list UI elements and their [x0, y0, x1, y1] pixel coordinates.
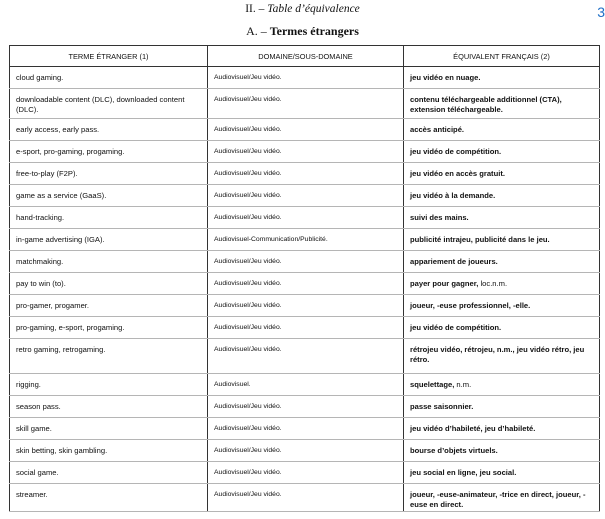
domain-cell: Audiovisuel/Jeu vidéo. [208, 418, 404, 440]
domain-cell: Audiovisuel/Jeu vidéo. [208, 251, 404, 273]
section-prefix: II. – [245, 3, 268, 15]
foreign-term-cell: streamer. [10, 484, 208, 512]
table-row [10, 418, 600, 440]
table-row [10, 119, 600, 141]
grammar-note: n.m. [456, 380, 472, 389]
foreign-term-cell: hand-tracking. [10, 207, 208, 229]
french-equivalent-text: jeu vidéo de compétition. [410, 323, 502, 332]
column-header-foreign-term: TERME ÉTRANGER (1) [10, 46, 208, 67]
table-row [10, 484, 600, 512]
table-row [10, 89, 600, 119]
domain-cell: Audiovisuel/Jeu vidéo. [208, 339, 404, 374]
french-equivalent-cell [404, 67, 600, 89]
foreign-term-cell: pay to win (to). [10, 273, 208, 295]
french-equivalent-text: jeu vidéo à la demande. [410, 191, 496, 200]
french-equivalent-cell [404, 119, 600, 141]
foreign-term-cell: game as a service (GaaS). [10, 185, 208, 207]
table-row [10, 462, 600, 484]
foreign-term-cell: e-sport, pro-gaming, progaming. [10, 141, 208, 163]
french-equivalent-text: jeu vidéo en nuage. [410, 73, 481, 82]
french-equivalent-cell [404, 462, 600, 484]
domain-cell: Audiovisuel/Jeu vidéo. [208, 317, 404, 339]
table-row [10, 185, 600, 207]
french-equivalent-text: joueur, -euse professionnel, -elle. [410, 301, 531, 310]
french-equivalent-cell [404, 396, 600, 418]
french-equivalent-text: passe saisonnier. [410, 402, 474, 411]
table-row [10, 141, 600, 163]
table-row [10, 251, 600, 273]
table-row [10, 339, 600, 374]
domain-cell: Audiovisuel/Jeu vidéo. [208, 163, 404, 185]
french-equivalent-cell [404, 374, 600, 396]
table-row [10, 229, 600, 251]
foreign-term-cell: rigging. [10, 374, 208, 396]
french-equivalent-cell [404, 207, 600, 229]
french-equivalent-text: suivi des mains. [410, 213, 469, 222]
domain-cell: Audiovisuel/Jeu vidéo. [208, 89, 404, 119]
table-row [10, 440, 600, 462]
subsection-title [0, 24, 605, 39]
page-marker: 3 [597, 4, 605, 20]
french-equivalent-text: jeu social en ligne, jeu social. [410, 468, 517, 477]
foreign-term-cell: season pass. [10, 396, 208, 418]
domain-cell: Audiovisuel/Jeu vidéo. [208, 484, 404, 512]
french-equivalent-text: jeu vidéo de compétition. [410, 147, 502, 156]
french-equivalent-cell [404, 418, 600, 440]
domain-cell: Audiovisuel/Jeu vidéo. [208, 295, 404, 317]
domain-cell: Audiovisuel/Jeu vidéo. [208, 185, 404, 207]
foreign-term-cell: downloadable content (DLC), downloaded content (DLC). [10, 89, 208, 119]
table-row [10, 207, 600, 229]
table-row [10, 67, 600, 89]
foreign-term-cell: pro-gaming, e-sport, progaming. [10, 317, 208, 339]
table-row [10, 273, 600, 295]
subsection-prefix: A. – [246, 24, 270, 38]
foreign-term-cell: early access, early pass. [10, 119, 208, 141]
french-equivalent-text: rétrojeu vidéo, rétrojeu, n.m., jeu vidéo rétro, jeu rétro. [410, 345, 585, 364]
table-row [10, 295, 600, 317]
domain-cell: Audiovisuel-Communication/Publicité. [208, 229, 404, 251]
domain-cell: Audiovisuel/Jeu vidéo. [208, 141, 404, 163]
domain-cell: Audiovisuel/Jeu vidéo. [208, 119, 404, 141]
domain-cell: Audiovisuel/Jeu vidéo. [208, 273, 404, 295]
domain-cell: Audiovisuel/Jeu vidéo. [208, 207, 404, 229]
domain-cell: Audiovisuel. [208, 374, 404, 396]
french-equivalent-cell [404, 295, 600, 317]
french-equivalent-text: jeu vidéo d’habileté, jeu d’habileté. [410, 424, 536, 433]
french-equivalent-cell [404, 273, 600, 295]
foreign-term-cell: in-game advertising (IGA). [10, 229, 208, 251]
french-equivalent-cell [404, 339, 600, 374]
grammar-note: loc.n.m. [480, 279, 508, 288]
foreign-term-cell: matchmaking. [10, 251, 208, 273]
section-title-text: Table d’équivalence [267, 3, 360, 15]
foreign-term-cell: pro-gamer, progamer. [10, 295, 208, 317]
foreign-term-cell: free-to-play (F2P). [10, 163, 208, 185]
domain-cell: Audiovisuel/Jeu vidéo. [208, 67, 404, 89]
french-equivalent-cell [404, 229, 600, 251]
french-equivalent-cell [404, 251, 600, 273]
equivalence-table [9, 45, 600, 512]
french-equivalent-text: contenu téléchargeable additionnel (CTA), extension téléchargeable. [410, 95, 562, 114]
domain-cell: Audiovisuel/Jeu vidéo. [208, 440, 404, 462]
column-header-domain: DOMAINE/SOUS-DOMAINE [208, 46, 404, 67]
french-equivalent-text: payer pour gagner, [410, 279, 481, 288]
french-equivalent-cell [404, 317, 600, 339]
table-row [10, 317, 600, 339]
foreign-term-cell: social game. [10, 462, 208, 484]
table-body [10, 67, 600, 512]
table-row [10, 374, 600, 396]
french-equivalent-text: publicité intrajeu, publicité dans le jeu. [410, 235, 550, 244]
section-title [0, 3, 605, 15]
table-header-row [10, 46, 600, 67]
french-equivalent-text: accès anticipé. [410, 125, 465, 134]
french-equivalent-cell [404, 440, 600, 462]
column-header-french-equivalent: ÉQUIVALENT FRANÇAIS (2) [404, 46, 600, 67]
french-equivalent-text: squelettage, [410, 380, 457, 389]
french-equivalent-cell [404, 141, 600, 163]
french-equivalent-text: joueur, -euse-animateur, -trice en direct, joueur, -euse en direct. [410, 490, 586, 509]
french-equivalent-text: appariement de joueurs. [410, 257, 498, 266]
subsection-title-text: Termes étrangers [269, 24, 359, 38]
foreign-term-cell: cloud gaming. [10, 67, 208, 89]
french-equivalent-cell [404, 89, 600, 119]
french-equivalent-cell [404, 484, 600, 512]
french-equivalent-text: bourse d’objets virtuels. [410, 446, 498, 455]
domain-cell: Audiovisuel/Jeu vidéo. [208, 396, 404, 418]
foreign-term-cell: retro gaming, retrogaming. [10, 339, 208, 374]
french-equivalent-cell [404, 185, 600, 207]
table-row [10, 163, 600, 185]
table-row [10, 396, 600, 418]
domain-cell: Audiovisuel/Jeu vidéo. [208, 462, 404, 484]
french-equivalent-cell [404, 163, 600, 185]
foreign-term-cell: skill game. [10, 418, 208, 440]
french-equivalent-text: jeu vidéo en accès gratuit. [410, 169, 505, 178]
foreign-term-cell: skin betting, skin gambling. [10, 440, 208, 462]
